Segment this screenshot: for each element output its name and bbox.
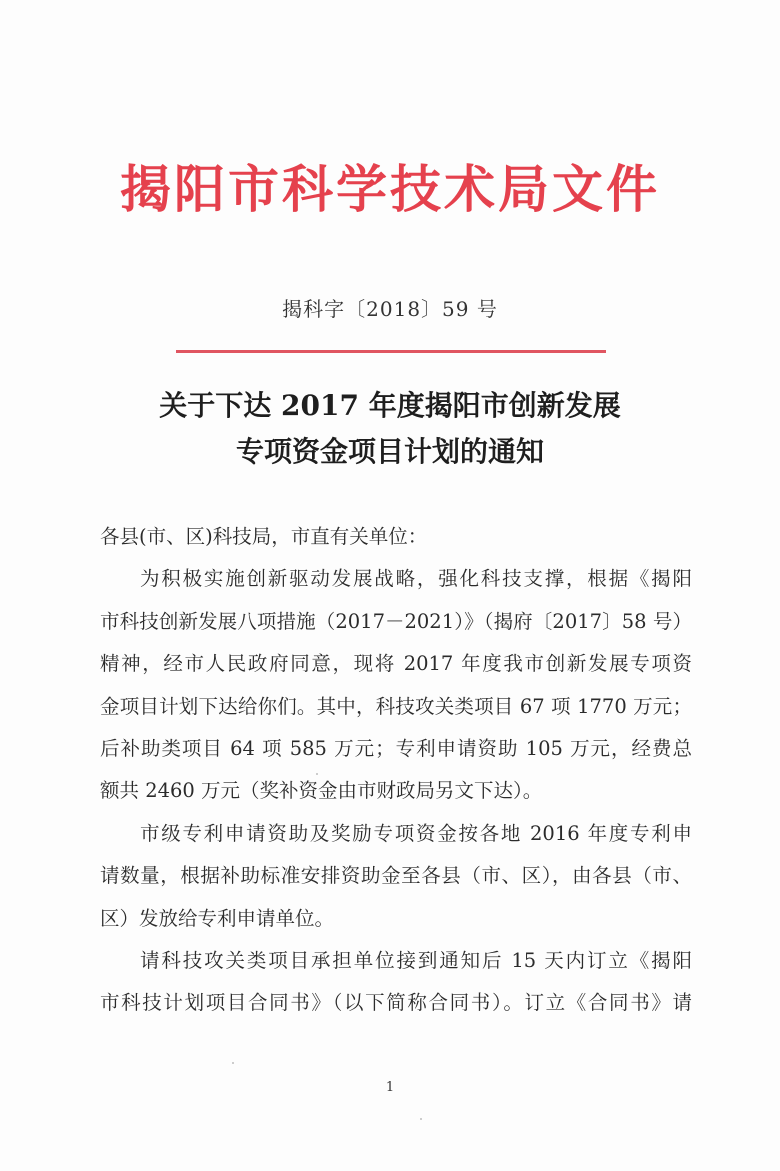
scan-speck: [232, 1062, 234, 1064]
paragraph-line: 精神，经市人民政府同意，现将 2017 年度我市创新发展专项资: [100, 652, 692, 676]
notice-title: [0, 383, 780, 475]
paragraph-line: 后补助类项目 64 项 585 万元；专利申请资助 105 万元，经费总: [100, 737, 692, 761]
scan-speck: [316, 773, 318, 775]
paragraph-3: [100, 940, 692, 1025]
document-header-title: 揭阳市科学技术局文件: [119, 160, 660, 220]
paragraph-line: 为积极实施创新驱动发展战略，强化科技支撑，根据《揭阳: [140, 567, 692, 591]
notice-body: [100, 516, 692, 1025]
paragraph-line: 区）发放给专利申请单位。: [100, 906, 335, 930]
paragraph-line: 市科技计划项目合同书》（以下简称合同书）。订立《合同书》请: [100, 991, 692, 1015]
document-number: 揭科字〔2018〕59 号: [282, 297, 498, 321]
paragraph-line: 市科技创新发展八项措施（2017－2021）》（揭府〔2017〕58 号）: [100, 609, 692, 633]
paragraph-1: [100, 558, 692, 812]
header-red-rule: [176, 350, 606, 353]
paragraph-line: 请科技攻关类项目承担单位接到通知后 15 天内订立《揭阳: [140, 949, 692, 973]
notice-title-line-1: 关于下达 2017 年度揭阳市创新发展: [159, 389, 621, 422]
salutation: 各县(市、区)科技局，市直有关单位：: [100, 525, 428, 548]
scan-speck: [420, 1118, 422, 1120]
paragraph-line: 金项目计划下达给你们。其中，科技攻关类项目 67 项 1770 万元；: [100, 694, 692, 718]
paragraph-2: [100, 813, 692, 940]
paragraph-line: 请数量，根据补助标准安排资助金至各县（市、区），由各县（市、: [100, 864, 692, 888]
paragraph-line: 市级专利申请资助及奖励专项资金按各地 2016 年度专利申: [140, 821, 692, 845]
notice-title-line-2: 专项资金项目计划的通知: [235, 435, 544, 468]
page-number: 1: [385, 1080, 395, 1095]
paragraph-line: 额共 2460 万元（奖补资金由市财政局另文下达）。: [100, 779, 543, 803]
